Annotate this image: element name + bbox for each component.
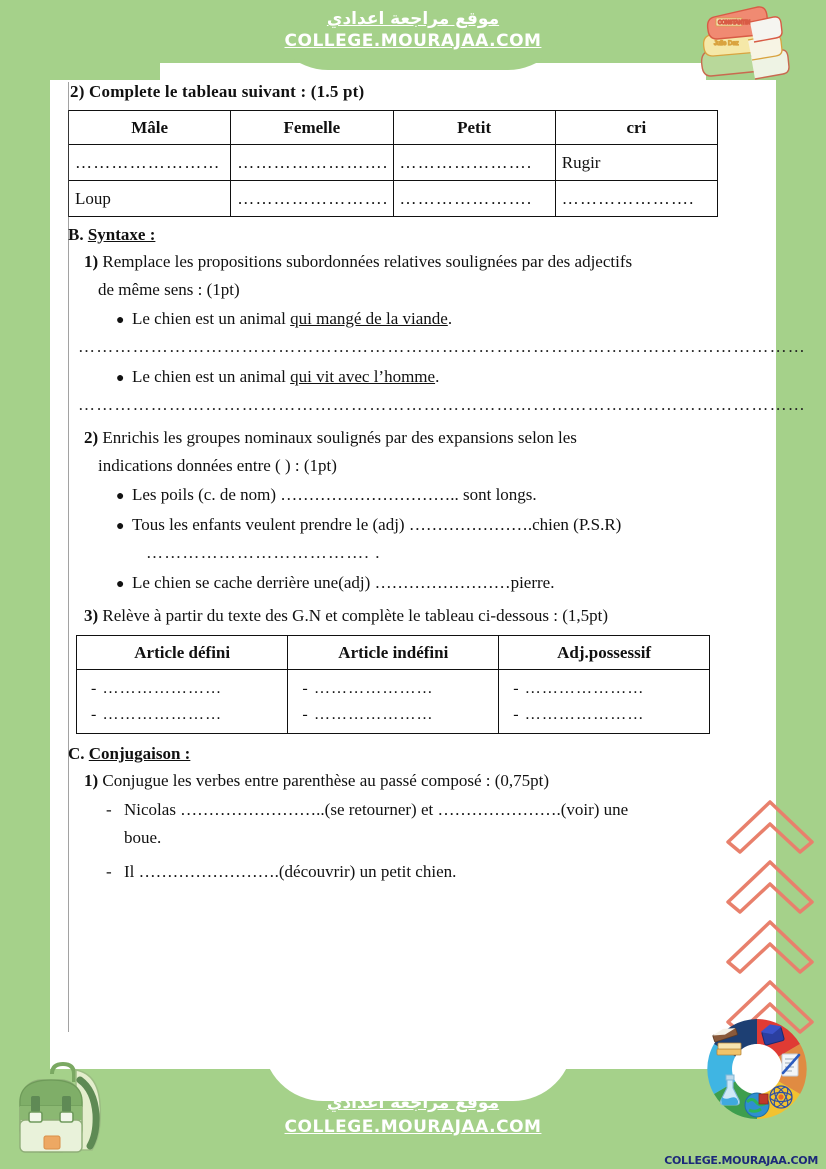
bullet-text [132, 363, 439, 391]
item-text-line2: boue. [124, 828, 162, 847]
bullet-post: . [435, 367, 440, 386]
gn-table [76, 635, 710, 734]
list-item[interactable] [106, 796, 718, 824]
list-item [116, 363, 718, 393]
answer-dots-line[interactable]: ………………………………………………………………………………………………………… [78, 337, 806, 356]
bullet-icon: ● [116, 371, 125, 386]
bullet-underlined: qui vit avec l’homme [290, 367, 436, 386]
section-b-q2-text1: Enrichis les groupes nominaux soulignés par des expansions selon les [102, 428, 577, 447]
section-b-q3-text: Relève à partir du texte des G.N et complète le tableau ci-dessous : (1,5pt) [102, 606, 608, 625]
bullet-text: Tous les enfants veulent prendre le (adj) ………………….chien (P.S.R) [132, 515, 622, 534]
bullet-pre: Le chien est un animal [132, 367, 291, 386]
section-b-q2-line2: indications données entre ( ) : (1pt) [98, 456, 337, 475]
col-article-defini: Article défini [77, 636, 288, 670]
cell-r2c2[interactable]: ……………………. [231, 181, 393, 217]
dash-icon: - [106, 862, 112, 881]
list-item[interactable] [116, 511, 718, 541]
cell-line-1: - ………………… [91, 680, 223, 697]
exam-worksheet-content [68, 82, 806, 1037]
cell-defini[interactable] [77, 670, 288, 734]
cell-r2c3[interactable]: …………………. [393, 181, 555, 217]
table-header-row [69, 111, 718, 145]
section-b-q3-number: 3) [84, 606, 99, 625]
table-header-row [77, 636, 710, 670]
bullet-text: Les poils (c. de nom) ………………………….. sont longs. [132, 485, 537, 504]
section-c-q1-line [84, 768, 718, 794]
item-text: Nicolas ……………………..(se retourner) et ………………….(voir) une [124, 800, 629, 819]
footer-arabic-title: موقع مراجعة اعدادي [326, 1093, 500, 1113]
section-b-title: Syntaxe : [87, 225, 156, 244]
col-femelle: Femelle [231, 111, 393, 145]
section-b-q1-line1 [84, 249, 718, 275]
scan-left-edge-artifact [68, 82, 78, 1032]
section-c-q1-number: 1) [84, 771, 99, 790]
cell-line-1: - ………………… [302, 680, 434, 697]
bullet-underlined: qui mangé de la viande [290, 309, 448, 328]
section-b-q1-line2: de même sens : (1pt) [98, 280, 240, 299]
section-b-q1-number: 1) [84, 252, 99, 271]
cell-line-2: - ………………… [91, 706, 223, 723]
bullet-text [132, 305, 452, 333]
bullet-post: . [447, 309, 453, 328]
section-b-label: B. [68, 225, 84, 244]
animals-table [68, 110, 718, 217]
svg-text:CONSTANTIN: CONSTANTIN [718, 20, 751, 26]
section-c-title: Conjugaison : [88, 744, 191, 763]
education-logo [692, 1011, 822, 1131]
books-icon [688, 4, 818, 84]
bullet-icon: ● [116, 577, 125, 592]
cell-r2c1: Loup [69, 181, 231, 217]
bullet-icon: ● [116, 489, 125, 504]
header-site-url[interactable]: COLLEGE.MOURAJAA.COM [284, 31, 542, 51]
section-b-q3-line [84, 603, 718, 629]
svg-text:Julie Dez: Julie Dez [714, 41, 739, 47]
books-stack-illustration [688, 4, 818, 84]
question-2-title: 2) Complete le tableau suivant : (1.5 pt) [70, 82, 365, 101]
col-article-indefini: Article indéfini [288, 636, 499, 670]
bullet-pre: Le chien est un animal [132, 309, 291, 328]
list-item[interactable] [116, 569, 718, 599]
cell-r2c4[interactable]: …………………. [555, 181, 717, 217]
section-b-q1-text1: Remplace les propositions subordonnées relatives soulignées par des adjectifs [102, 252, 633, 271]
footer-site-url[interactable]: COLLEGE.MOURAJAA.COM [284, 1117, 542, 1137]
bullet-text: Le chien se cache derrière une(adj) ……………………pierre. [132, 573, 555, 592]
chevron-decoration [720, 790, 820, 1040]
item-text: Il …………………….(découvrir) un petit chien. [124, 862, 457, 881]
cell-r1c2[interactable]: ……………………. [231, 145, 393, 181]
cell-indefini[interactable] [288, 670, 499, 734]
item-continuation [124, 824, 718, 852]
table-row [69, 181, 718, 217]
section-c-heading [68, 744, 718, 764]
bullet-icon: ● [116, 519, 125, 534]
cell-r1c4: Rugir [555, 145, 717, 181]
cell-r1c1[interactable]: …………………… [69, 145, 231, 181]
section-c-q1-text: Conjugue les verbes entre parenthèse au passé composé : (0,75pt) [102, 771, 550, 790]
cell-r1c3[interactable]: …………………. [393, 145, 555, 181]
header-arabic-title: موقع مراجعة اعدادي [326, 9, 500, 29]
list-item[interactable] [116, 481, 718, 511]
backpack-icon [6, 1058, 126, 1163]
section-b-q2-number: 2) [84, 428, 99, 447]
table-row [77, 670, 710, 734]
section-b-q2-line1 [84, 425, 718, 451]
section-b-heading [68, 225, 718, 245]
col-adj-possessif: Adj.possessif [499, 636, 710, 670]
col-cri: cri [555, 111, 717, 145]
col-petit: Petit [393, 111, 555, 145]
cell-line-1: - ………………… [513, 680, 645, 697]
education-wheel-icon [692, 1011, 822, 1131]
table-row [69, 145, 718, 181]
cell-possessif[interactable] [499, 670, 710, 734]
chevron-up-icon [720, 790, 820, 1040]
section-c-label: C. [68, 744, 85, 763]
backpack-illustration [6, 1058, 126, 1163]
answer-dots-line[interactable]: ………………………………………………………………………………………………………… [78, 395, 806, 414]
list-item [116, 305, 718, 335]
logo-caption: COLLEGE.MOURAJAA.COM [664, 1154, 818, 1167]
cell-line-2: - ………………… [302, 706, 434, 723]
bullet-icon: ● [116, 313, 125, 328]
list-item[interactable] [106, 858, 718, 886]
dash-icon: - [106, 800, 112, 819]
col-male: Mâle [69, 111, 231, 145]
answer-dots-line-short[interactable]: ………………………………. . [146, 543, 381, 562]
cell-line-2: - ………………… [513, 706, 645, 723]
